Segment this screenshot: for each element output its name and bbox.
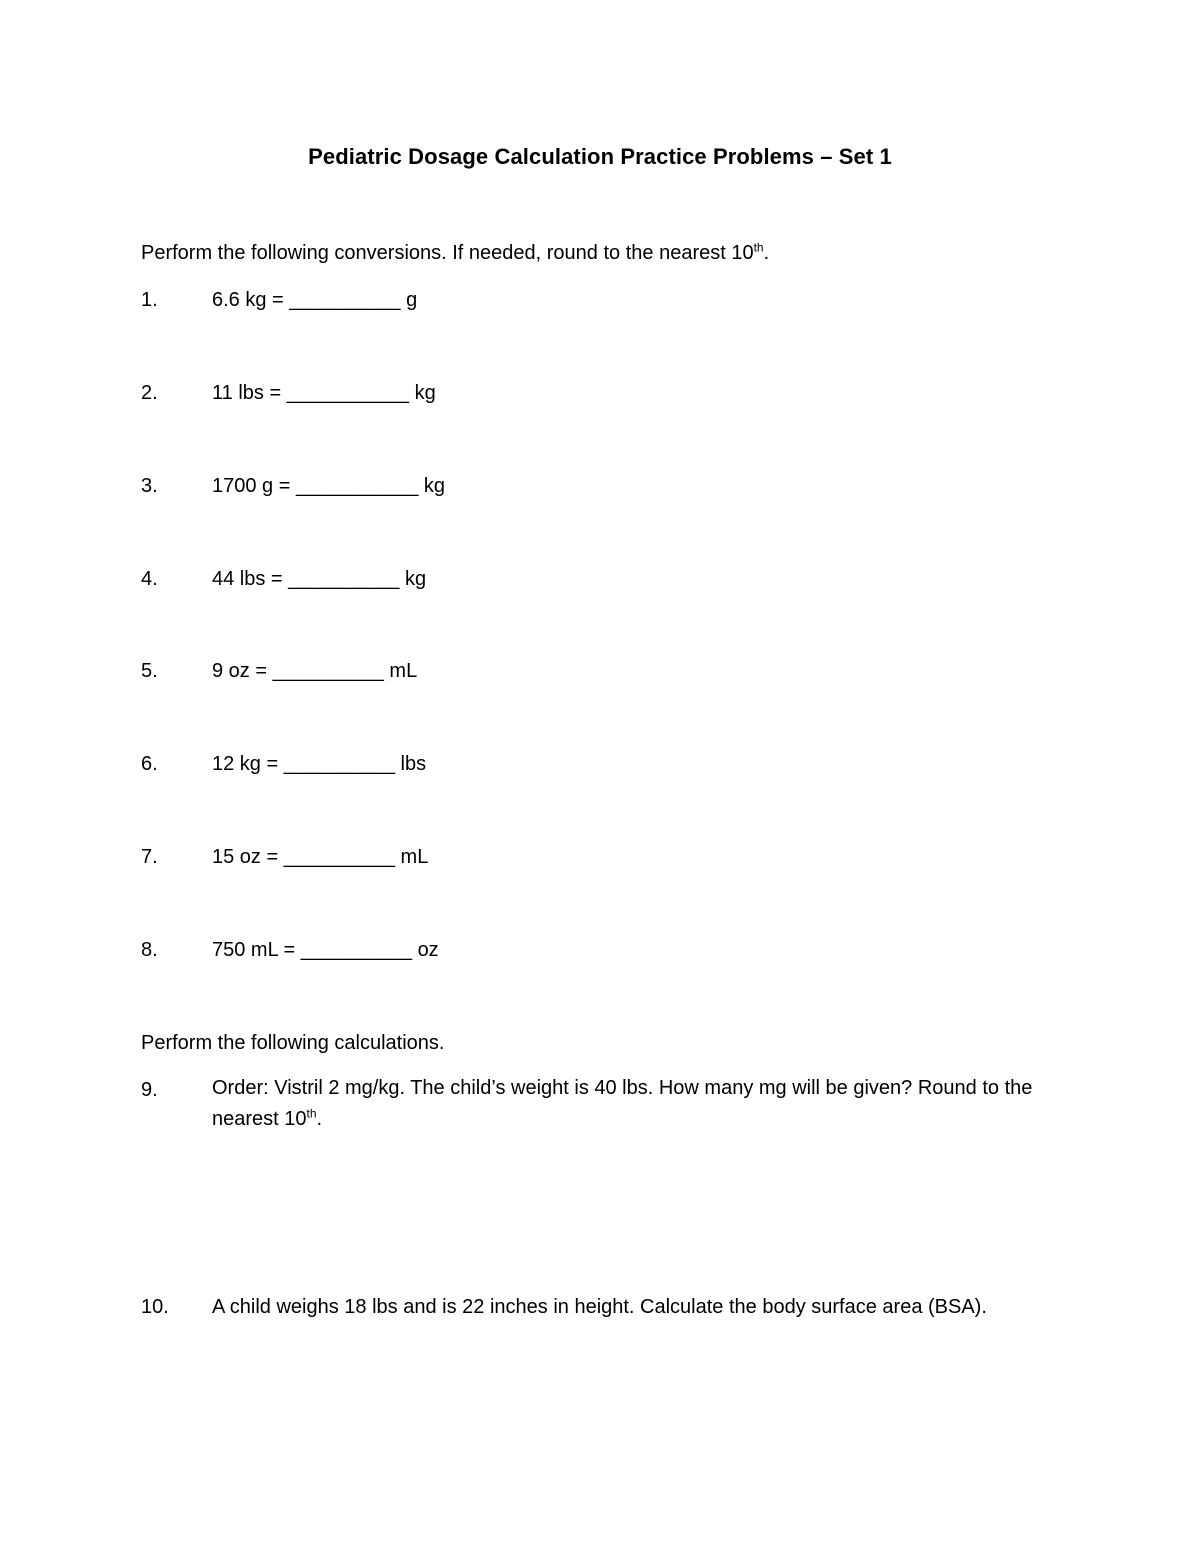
problem-number: 8. — [141, 939, 158, 961]
problem-number: 5. — [141, 660, 158, 682]
problem-text — [212, 660, 417, 683]
problem-quantity: 750 mL = — [212, 939, 296, 961]
problem-text — [212, 382, 436, 405]
problem-number: 2. — [141, 382, 158, 404]
conversion-instructions-text: Perform the following conversions. If needed, round to the nearest 10 — [141, 242, 754, 264]
problem-number: 1. — [141, 289, 158, 311]
conversion-instructions — [141, 242, 769, 265]
problem-number: 9. — [141, 1079, 158, 1101]
page-title: Pediatric Dosage Calculation Practice Problems – Set 1 — [308, 144, 892, 169]
problem-quantity: 44 lbs = — [212, 568, 283, 590]
problem-unit: lbs — [400, 753, 427, 775]
problem-text: A child weighs 18 lbs and is 22 inches in height. Calculate the body surface area (BSA). — [212, 1296, 987, 1318]
problem-text — [212, 939, 439, 962]
problem-quantity: 12 kg = — [212, 753, 279, 775]
problem-unit: oz — [417, 939, 439, 961]
answer-blank: __________ — [272, 660, 384, 682]
calculation-instructions: Perform the following calculations. — [141, 1032, 445, 1054]
problem-text — [212, 753, 426, 776]
problem-unit: kg — [414, 382, 436, 404]
problem-text — [212, 475, 445, 498]
problem-unit: mL — [400, 846, 429, 868]
problem-quantity: 1700 g = — [212, 475, 291, 497]
problem-quantity: 15 oz = — [212, 846, 279, 868]
problem-quantity: 11 lbs = — [212, 382, 282, 404]
answer-blank: ___________ — [286, 382, 410, 404]
problem-number: 4. — [141, 568, 158, 590]
problem-unit: kg — [404, 568, 427, 590]
problem-9-superscript: th — [306, 1106, 317, 1121]
problem-text — [212, 568, 426, 591]
answer-blank: __________ — [300, 939, 412, 961]
problem-text — [212, 846, 428, 869]
answer-blank: ___________ — [295, 475, 419, 497]
answer-blank: __________ — [283, 753, 395, 775]
conversion-instructions-period: . — [763, 242, 770, 264]
problem-number: 6. — [141, 753, 158, 775]
problem-unit: g — [406, 289, 418, 311]
answer-blank: __________ — [289, 289, 401, 311]
problem-quantity: 6.6 kg = — [212, 289, 284, 311]
conversion-instructions-superscript: th — [753, 240, 764, 255]
problem-unit: mL — [389, 660, 418, 682]
problem-text — [212, 1073, 1072, 1135]
problem-number: 7. — [141, 846, 158, 868]
problem-9-period: . — [316, 1108, 323, 1130]
problem-9-text: Order: Vistril 2 mg/kg. The child’s weight is 40 lbs. How many mg will be given? Round to the nearest 10 — [212, 1077, 1033, 1130]
problem-number: 3. — [141, 475, 158, 497]
problem-unit: kg — [423, 475, 446, 497]
problem-text — [212, 289, 417, 312]
answer-blank: __________ — [288, 568, 400, 590]
answer-blank: __________ — [283, 846, 395, 868]
problem-quantity: 9 oz = — [212, 660, 268, 682]
problem-number: 10. — [141, 1296, 169, 1318]
